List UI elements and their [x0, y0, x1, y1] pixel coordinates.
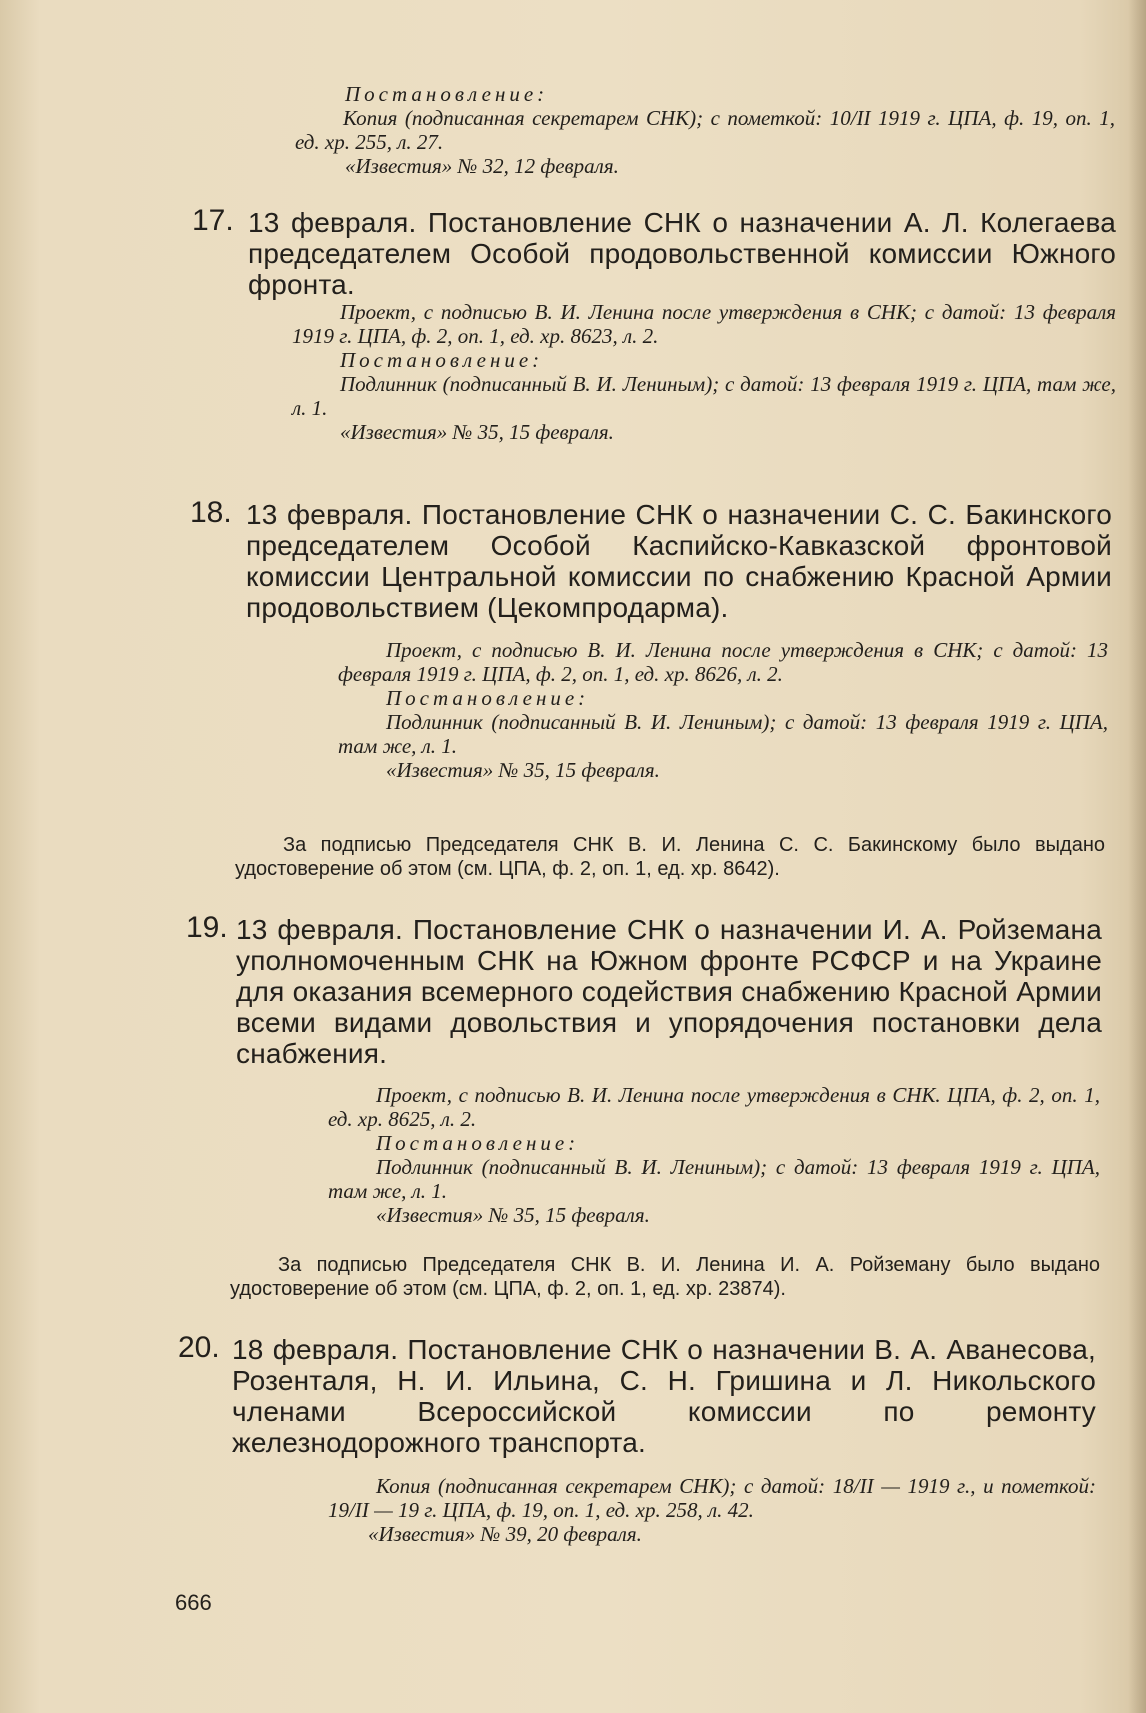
entry-17-references — [292, 300, 1116, 444]
entry-number: 18. — [190, 496, 232, 529]
entry-19-references — [328, 1083, 1100, 1227]
draft-reference: Проект, с подписью В. И. Ленина после утверждения в СНК; с датой: 13 февраля 1919 г. ЦПА, ф. 2, оп. 1, ед. хр. 8626, л. 2. — [338, 638, 1108, 686]
decree-reference: Подлинник (подписанный В. И. Лениным); с датой: 13 февраля 1919 г. ЦПА, там же, л. 1. — [338, 710, 1108, 758]
draft-reference: Проект, с подписью В. И. Ленина после утверждения в СНК. ЦПА, ф. 2, оп. 1, ед. хр. 8625, л. 2. — [328, 1083, 1100, 1131]
izvestia-reference: «Известия» № 35, 15 февраля. — [376, 1203, 650, 1227]
izvestia-reference: «Известия» № 35, 15 февраля. — [386, 758, 660, 782]
decree-reference: Подлинник (подписанный В. И. Лениным); с датой: 13 февраля 1919 г. ЦПА, там же, л. 1. — [328, 1155, 1100, 1203]
top-decree-heading: Постановление: — [345, 82, 549, 106]
entry-text: 13 февраля. Постановление СНК о назначении А. Л. Колегаева председателем Особой продовольственной комиссии Южного фронта. — [248, 207, 1116, 300]
entry-note: За подписью Председателя СНК В. И. Ленина И. А. Ройземану было выдано удостоверение об этом (см. ЦПА, ф. 2, оп. 1, ед. хр. 23874). — [230, 1254, 1100, 1300]
entry-note: За подписью Председателя СНК В. И. Ленина С. С. Бакинскому было выдано удостоверение об этом (см. ЦПА, ф. 2, оп. 1, ед. хр. 8642). — [235, 834, 1105, 880]
decree-heading: Постановление: — [386, 686, 590, 710]
decree-heading: Постановление: — [376, 1131, 580, 1155]
entry-number: 17. — [192, 204, 234, 237]
top-copy-line: Копия (подписанная секретарем СНК); с пометкой: 10/II 1919 г. ЦПА, ф. 19, оп. 1, ед. хр. 255, л. 27. — [295, 106, 1115, 154]
copy-reference: Копия (подписанная секретарем СНК); с датой: 18/II — 1919 г., и пометкой: 19/II — 19 г. ЦПА, ф. 19, оп. 1, ед. хр. 258, л. 42. — [328, 1474, 1096, 1522]
page-number: 666 — [175, 1590, 212, 1615]
page-spine-shadow — [1128, 0, 1146, 1713]
entry-text: 13 февраля. Постановление СНК о назначении С. С. Бакинского председателем Особой Каспийско-Кавказской фронтовой комиссии Центральной комиссии по снабжению Красной Армии продовольствием (Цекомпродарма). — [246, 499, 1112, 623]
top-references — [295, 82, 1115, 178]
decree-heading: Постановление: — [340, 348, 544, 372]
izvestia-reference: «Известия» № 39, 20 февраля. — [368, 1522, 642, 1546]
entry-number: 20. — [178, 1331, 220, 1364]
entry-text: 18 февраля. Постановление СНК о назначении В. А. Аванесова, Розенталя, Н. И. Ильина, С. Н. Гришина и Л. Никольского членами Всероссийской комиссии по ремонту железнодорожного транспорта. — [232, 1334, 1096, 1458]
top-izvestia: «Известия» № 32, 12 февраля. — [345, 154, 619, 178]
izvestia-reference: «Известия» № 35, 15 февраля. — [340, 420, 614, 444]
entry-number: 19. — [186, 911, 228, 944]
entry-20-references — [328, 1474, 1096, 1546]
entry-text: 13 февраля. Постановление СНК о назначении И. А. Ройземана уполномоченным СНК на Южном фронте РСФСР и на Украине для оказания всемерного содействия снабжению Красной Армии всеми видами довольствия и упорядочения постановки дела снабжения. — [236, 914, 1102, 1069]
draft-reference: Проект, с подписью В. И. Ленина после утверждения в СНК; с датой: 13 февраля 1919 г. ЦПА, ф. 2, оп. 1, ед. хр. 8623, л. 2. — [292, 300, 1116, 348]
entry-18-references — [338, 638, 1108, 782]
decree-reference: Подлинник (подписанный В. И. Лениным); с датой: 13 февраля 1919 г. ЦПА, там же, л. 1. — [292, 372, 1116, 420]
